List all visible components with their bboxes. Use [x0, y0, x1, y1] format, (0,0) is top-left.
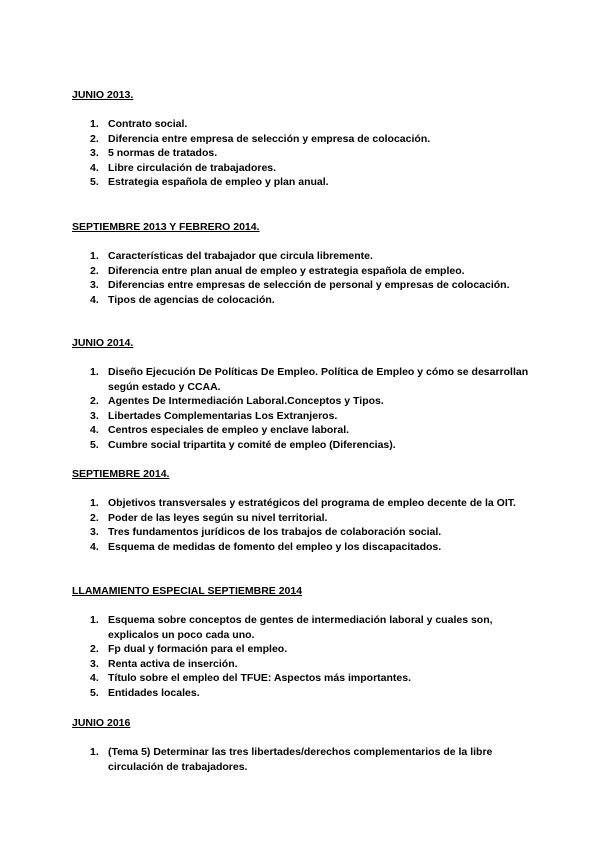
- section-septiembre-2013-febrero-2014: [72, 220, 532, 307]
- list-item: 3. Renta activa de inserción.: [90, 657, 238, 670]
- list-item: 4. Título sobre el empleo del TFUE: Aspectos más importantes.: [90, 672, 412, 685]
- list-item: 1. Diseño Ejecución De Políticas De Empleo. Política de Empleo y cómo se desarrollan según estado y CCAA.: [90, 366, 529, 393]
- item-list: [72, 613, 532, 701]
- section-septiembre-2014: [72, 467, 532, 554]
- list-item: 3. 5 normas de tratados.: [90, 147, 218, 160]
- section-heading: JUNIO 2013.: [72, 89, 134, 101]
- item-list: [72, 745, 532, 774]
- list-item: 1. Contrato social.: [90, 118, 188, 130]
- list-item: 3. Diferencias entre empresas de selección de personal y empresas de colocación.: [90, 279, 510, 292]
- list-item: 4. Esquema de medidas de fomento del empleo y los discapacitados.: [90, 540, 442, 553]
- list-item: 1. Esquema sobre conceptos de gentes de intermediación laboral y cuales son, explicalos un poco cada uno.: [90, 614, 493, 641]
- section-heading: SEPTIEMBRE 2013 Y FEBRERO 2014.: [72, 221, 260, 233]
- list-item: 2. Poder de las leyes según su nivel territorial.: [90, 511, 328, 524]
- section-heading: JUNIO 2014.: [72, 337, 134, 349]
- section-heading: LLAMAMIENTO ESPECIAL SEPTIEMBRE 2014: [72, 585, 303, 597]
- list-item: 1. Características del trabajador que circula libremente.: [90, 250, 373, 262]
- list-item: 4. Tipos de agencias de colocación.: [90, 293, 275, 306]
- list-item: 2. Fp dual y formación para el empleo.: [90, 643, 288, 656]
- section-junio-2016: [72, 716, 532, 774]
- section-heading: SEPTIEMBRE 2014.: [72, 468, 170, 480]
- section-junio-2013: [72, 88, 532, 190]
- item-list: [72, 249, 532, 307]
- list-item: 5. Estrategia española de empleo y plan anual.: [90, 176, 329, 189]
- list-item: 4. Libre circulación de trabajadores.: [90, 161, 277, 174]
- list-item: 2. Diferencia entre empresa de selección y empresa de colocación.: [90, 132, 431, 145]
- section-junio-2014: [72, 336, 532, 453]
- list-item: 5. Cumbre social tripartita y comité de empleo (Diferencias).: [90, 438, 396, 451]
- item-list: [72, 496, 532, 554]
- item-list: [72, 117, 532, 190]
- list-item: 2. Diferencia entre plan anual de empleo y estrategia española de empleo.: [90, 264, 465, 277]
- list-item: 3. Tres fundamentos jurídicos de los trabajos de colaboración social.: [90, 526, 442, 539]
- section-heading: JUNIO 2016: [72, 717, 131, 729]
- list-item: 3. Libertades Complementarias Los Extranjeros.: [90, 409, 338, 422]
- section-llamamiento-especial-septiembre-2014: [72, 584, 532, 701]
- list-item: 2. Agentes De Intermediación Laboral.Conceptos y Tipos.: [90, 395, 384, 408]
- item-list: [72, 365, 532, 453]
- list-item: 5. Entidades locales.: [90, 686, 200, 699]
- list-item: 4. Centros especiales de empleo y enclave laboral.: [90, 424, 350, 437]
- list-item: 1. (Tema 5) Determinar las tres libertades/derechos complementarios de la libre circulación de trabajadores.: [90, 746, 493, 773]
- list-item: 1. Objetivos transversales y estratégicos del programa de empleo decente de la OIT.: [90, 497, 516, 509]
